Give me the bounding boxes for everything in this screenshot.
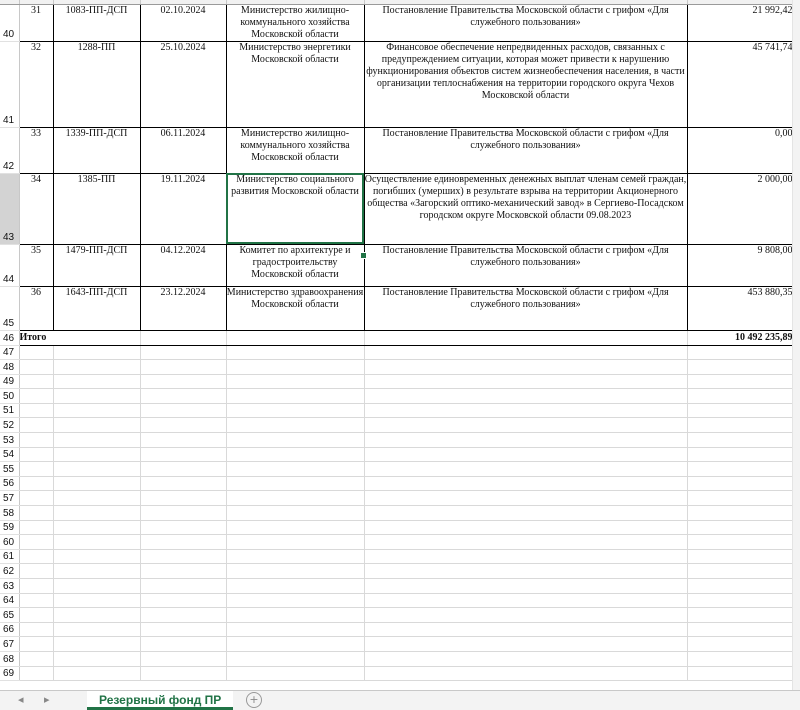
cell-organization[interactable]: Министерство жилищно-коммунального хозяйства Московской области <box>226 4 364 41</box>
grid-cell[interactable] <box>53 345 140 360</box>
row-header[interactable]: 49 <box>0 374 19 389</box>
cell-amount[interactable]: 0,00 <box>687 127 793 173</box>
total-amount[interactable]: 10 492 235,89 <box>687 330 793 345</box>
grid-cell[interactable] <box>687 535 793 550</box>
grid-cell[interactable] <box>53 564 140 579</box>
row-header[interactable]: 52 <box>0 418 19 433</box>
empty-row <box>0 389 793 404</box>
grid-cell[interactable] <box>53 535 140 550</box>
grid-cell[interactable] <box>364 549 687 564</box>
cell-date[interactable]: 25.10.2024 <box>140 41 226 127</box>
row-header[interactable]: 51 <box>0 403 19 418</box>
cell-document[interactable]: 1479-ПП-ДСП <box>53 244 140 286</box>
cell-description[interactable]: Осуществление единовременных денежных выплат членам семей граждан, погибших (умерших) в результате взрыва на территории Акционерного общества «Загорский оптико-механический завод» в Сергиево-Посадском городском округе Московской области 09.08.2023 <box>364 173 687 244</box>
cell-document[interactable]: 1385-ПП <box>53 173 140 244</box>
grid-cell[interactable] <box>140 593 226 608</box>
grid-cell[interactable] <box>53 403 140 418</box>
cell-date[interactable]: 19.11.2024 <box>140 173 226 244</box>
grid-cell[interactable] <box>53 447 140 462</box>
grid-cell[interactable] <box>364 506 687 521</box>
grid-cell[interactable] <box>140 535 226 550</box>
sheet-tab-bar <box>0 690 800 710</box>
cell-date[interactable]: 23.12.2024 <box>140 286 226 330</box>
grid-cell[interactable] <box>53 374 140 389</box>
cell-date[interactable]: 06.11.2024 <box>140 127 226 173</box>
grid-cell[interactable] <box>226 330 364 345</box>
grid-cell[interactable] <box>226 506 364 521</box>
grid-cell[interactable] <box>364 345 687 360</box>
grid-cell[interactable] <box>140 520 226 535</box>
grid-cell[interactable] <box>140 403 226 418</box>
total-label[interactable]: Итого <box>19 330 140 345</box>
row-header[interactable]: 61 <box>0 549 19 564</box>
grid-cell[interactable] <box>19 403 53 418</box>
grid-cell[interactable] <box>53 476 140 491</box>
row-header[interactable]: 60 <box>0 535 19 550</box>
table-row <box>0 41 793 127</box>
row-header[interactable]: 46 <box>0 330 19 345</box>
empty-row <box>0 666 793 681</box>
grid-cell[interactable] <box>19 447 53 462</box>
cell-amount[interactable]: 45 741,74 <box>687 41 793 127</box>
grid-cell[interactable] <box>687 433 793 448</box>
grid-cell[interactable] <box>140 579 226 594</box>
grid-cell[interactable] <box>53 622 140 637</box>
grid-cell[interactable] <box>140 433 226 448</box>
row-header[interactable]: 63 <box>0 579 19 594</box>
grid-cell[interactable] <box>19 535 53 550</box>
grid-cell[interactable] <box>687 622 793 637</box>
grid-cell[interactable] <box>364 535 687 550</box>
grid-cell[interactable] <box>687 345 793 360</box>
grid-cell[interactable] <box>226 535 364 550</box>
grid-cell[interactable] <box>140 491 226 506</box>
grid-cell[interactable] <box>364 666 687 681</box>
sheet-tab-active[interactable]: Резервный фонд ПР <box>87 691 233 710</box>
grid-cell[interactable] <box>19 374 53 389</box>
grid-cell[interactable] <box>140 360 226 375</box>
empty-row <box>0 491 793 506</box>
grid-cell[interactable] <box>226 593 364 608</box>
grid-cell[interactable] <box>140 637 226 652</box>
grid-cell[interactable] <box>364 491 687 506</box>
grid-cell[interactable] <box>687 549 793 564</box>
row-header[interactable]: 66 <box>0 622 19 637</box>
grid-cell[interactable] <box>140 374 226 389</box>
grid-cell[interactable] <box>53 637 140 652</box>
grid-cell[interactable] <box>364 579 687 594</box>
empty-row <box>0 637 793 652</box>
grid-cell[interactable] <box>364 593 687 608</box>
row-header[interactable]: 62 <box>0 564 19 579</box>
grid-cell[interactable] <box>687 360 793 375</box>
table-row <box>0 173 793 244</box>
row-header[interactable]: 55 <box>0 462 19 477</box>
grid-cell[interactable] <box>364 418 687 433</box>
grid-cell[interactable] <box>687 506 793 521</box>
grid-cell[interactable] <box>19 462 53 477</box>
cell-document[interactable]: 1339-ПП-ДСП <box>53 127 140 173</box>
grid-cell[interactable] <box>226 345 364 360</box>
cell-document[interactable]: 1288-ПП <box>53 41 140 127</box>
grid-cell[interactable] <box>687 447 793 462</box>
cell-number[interactable]: 31 <box>19 4 53 41</box>
grid-cell[interactable] <box>687 374 793 389</box>
grid-cell[interactable] <box>687 564 793 579</box>
active-cell[interactable]: Министерство социального развития Московской области <box>226 173 364 244</box>
grid-cell[interactable] <box>140 418 226 433</box>
empty-row <box>0 403 793 418</box>
row-header[interactable]: 50 <box>0 389 19 404</box>
add-sheet-icon[interactable]: + <box>246 692 262 708</box>
row-header[interactable]: 42 <box>0 127 19 173</box>
empty-row <box>0 506 793 521</box>
grid-cell[interactable] <box>687 666 793 681</box>
grid-cell[interactable] <box>364 651 687 666</box>
grid-cell[interactable] <box>140 666 226 681</box>
grid-cell[interactable] <box>687 403 793 418</box>
row-header[interactable]: 45 <box>0 286 19 330</box>
grid-cell[interactable] <box>687 579 793 594</box>
grid-cell[interactable] <box>19 608 53 623</box>
grid-cell[interactable] <box>140 549 226 564</box>
row-header[interactable]: 58 <box>0 506 19 521</box>
cell-description[interactable]: Финансовое обеспечение непредвиденных расходов, связанных с предупреждением ситуации, которая может привести к нарушению функционирования объектов систем жизнеобеспечения населения, в части организации теплоснабжения на территории городского округа Чехов Московской области <box>364 41 687 127</box>
grid-cell[interactable] <box>53 506 140 521</box>
grid-cell[interactable] <box>19 651 53 666</box>
grid-cell[interactable] <box>53 418 140 433</box>
grid-cell[interactable] <box>226 462 364 477</box>
cell-number[interactable]: 33 <box>19 127 53 173</box>
table-row <box>0 4 793 41</box>
grid-cell[interactable] <box>226 579 364 594</box>
row-header[interactable]: 59 <box>0 520 19 535</box>
grid-cell[interactable] <box>19 564 53 579</box>
grid-cell[interactable] <box>687 476 793 491</box>
grid-cell[interactable] <box>19 622 53 637</box>
cell-organization[interactable]: Министерство здравоохранения Московской области <box>226 286 364 330</box>
empty-row <box>0 476 793 491</box>
grid-cell[interactable] <box>687 651 793 666</box>
cell-description[interactable]: Постановление Правительства Московской области с грифом «Для служебного пользования» <box>364 286 687 330</box>
row-header[interactable]: 44 <box>0 244 19 286</box>
cell-amount[interactable]: 21 992,42 <box>687 4 793 41</box>
vertical-scrollbar[interactable] <box>792 0 800 690</box>
grid-cell[interactable] <box>19 433 53 448</box>
empty-row <box>0 520 793 535</box>
grid-cell[interactable] <box>53 608 140 623</box>
grid-cell[interactable] <box>140 462 226 477</box>
fill-handle[interactable] <box>360 252 367 259</box>
empty-row <box>0 447 793 462</box>
grid-cell[interactable] <box>19 549 53 564</box>
cell-date[interactable]: 04.12.2024 <box>140 244 226 286</box>
grid-cell[interactable] <box>226 374 364 389</box>
empty-row <box>0 608 793 623</box>
row-header[interactable]: 56 <box>0 476 19 491</box>
grid-cell[interactable] <box>364 330 687 345</box>
cell-amount[interactable]: 453 880,35 <box>687 286 793 330</box>
row-header[interactable]: 65 <box>0 608 19 623</box>
row-header[interactable]: 43 <box>0 173 19 244</box>
grid-cell[interactable] <box>364 447 687 462</box>
grid-cell[interactable] <box>19 666 53 681</box>
row-header[interactable]: 64 <box>0 593 19 608</box>
grid-cell[interactable] <box>19 579 53 594</box>
grid-cell[interactable] <box>364 403 687 418</box>
total-row <box>0 330 793 345</box>
grid-cell[interactable] <box>19 506 53 521</box>
grid-cell[interactable] <box>19 520 53 535</box>
grid-cell[interactable] <box>364 476 687 491</box>
cell-organization[interactable]: Министерство жилищно-коммунального хозяйства Московской области <box>226 127 364 173</box>
grid-cell[interactable] <box>687 608 793 623</box>
empty-row <box>0 418 793 433</box>
row-header[interactable]: 54 <box>0 447 19 462</box>
cell-number[interactable]: 36 <box>19 286 53 330</box>
table-row <box>0 244 793 286</box>
empty-row <box>0 622 793 637</box>
cell-description[interactable]: Постановление Правительства Московской области с грифом «Для служебного пользования» <box>364 127 687 173</box>
empty-row <box>0 360 793 375</box>
grid-cell[interactable] <box>19 360 53 375</box>
cell-number[interactable]: 34 <box>19 173 53 244</box>
grid-cell[interactable] <box>53 389 140 404</box>
grid-cell[interactable] <box>687 462 793 477</box>
row-header[interactable]: 68 <box>0 651 19 666</box>
grid-cell[interactable] <box>53 520 140 535</box>
cell-date[interactable]: 02.10.2024 <box>140 4 226 41</box>
grid-cell[interactable] <box>53 491 140 506</box>
grid-cell[interactable] <box>53 549 140 564</box>
grid-cell[interactable] <box>140 506 226 521</box>
empty-row <box>0 535 793 550</box>
row-header[interactable]: 41 <box>0 41 19 127</box>
grid-cell[interactable] <box>687 637 793 652</box>
grid-cell[interactable] <box>364 622 687 637</box>
empty-row <box>0 462 793 477</box>
grid-cell[interactable] <box>364 520 687 535</box>
grid-cell[interactable] <box>19 491 53 506</box>
grid-cell[interactable] <box>226 549 364 564</box>
grid-cell[interactable] <box>19 389 53 404</box>
grid-cell[interactable] <box>364 433 687 448</box>
grid-cell[interactable] <box>53 462 140 477</box>
grid-cell[interactable] <box>226 447 364 462</box>
row-header[interactable]: 67 <box>0 637 19 652</box>
grid-cell[interactable] <box>364 637 687 652</box>
grid-cell[interactable] <box>226 564 364 579</box>
grid-cell[interactable] <box>19 637 53 652</box>
grid-cell[interactable] <box>226 433 364 448</box>
grid-cell[interactable] <box>364 360 687 375</box>
grid-cell[interactable] <box>687 491 793 506</box>
grid-cell[interactable] <box>140 622 226 637</box>
grid-cell[interactable] <box>687 593 793 608</box>
grid-cell[interactable] <box>226 666 364 681</box>
cell-document[interactable]: 1643-ПП-ДСП <box>53 286 140 330</box>
empty-row <box>0 579 793 594</box>
table-row <box>0 286 793 330</box>
grid-cell[interactable] <box>364 374 687 389</box>
grid-cell[interactable] <box>140 389 226 404</box>
grid-cell[interactable] <box>19 418 53 433</box>
grid-cell[interactable] <box>364 564 687 579</box>
row-header[interactable]: 57 <box>0 491 19 506</box>
row-header[interactable]: 53 <box>0 433 19 448</box>
grid-cell[interactable] <box>140 330 226 345</box>
cell-amount[interactable]: 9 808,00 <box>687 244 793 286</box>
grid-cell[interactable] <box>19 476 53 491</box>
empty-row <box>0 564 793 579</box>
grid-cell[interactable] <box>687 389 793 404</box>
grid-cell[interactable] <box>364 462 687 477</box>
grid-cell[interactable] <box>226 651 364 666</box>
grid-cell[interactable] <box>140 564 226 579</box>
row-header[interactable]: 48 <box>0 360 19 375</box>
cell-amount[interactable]: 2 000,00 <box>687 173 793 244</box>
grid-cell[interactable] <box>19 345 53 360</box>
grid-cell[interactable] <box>226 520 364 535</box>
grid-cell[interactable] <box>140 476 226 491</box>
grid-cell[interactable] <box>53 579 140 594</box>
cell-number[interactable]: 32 <box>19 41 53 127</box>
grid-cell[interactable] <box>53 651 140 666</box>
empty-row <box>0 345 793 360</box>
grid-cell[interactable] <box>140 608 226 623</box>
grid-cell[interactable] <box>226 418 364 433</box>
grid-cell[interactable] <box>53 360 140 375</box>
grid-cell[interactable] <box>19 593 53 608</box>
grid-cell[interactable] <box>226 491 364 506</box>
grid-cell[interactable] <box>53 593 140 608</box>
cell-document[interactable]: 1083-ПП-ДСП <box>53 4 140 41</box>
grid-cell[interactable] <box>226 622 364 637</box>
grid-cell[interactable] <box>53 433 140 448</box>
row-header[interactable]: 69 <box>0 666 19 681</box>
cell-number[interactable]: 35 <box>19 244 53 286</box>
grid-cell[interactable] <box>226 476 364 491</box>
empty-row <box>0 374 793 389</box>
row-header[interactable]: 40 <box>0 4 19 41</box>
grid-cell[interactable] <box>226 360 364 375</box>
cell-organization[interactable]: Комитет по архитектуре и градостроительству Московской области <box>226 244 364 286</box>
grid-cell[interactable] <box>53 666 140 681</box>
grid-cell[interactable] <box>364 608 687 623</box>
grid-cell[interactable] <box>687 418 793 433</box>
grid-cell[interactable] <box>687 520 793 535</box>
table-row <box>0 127 793 173</box>
cell-description[interactable]: Постановление Правительства Московской области с грифом «Для служебного пользования» <box>364 4 687 41</box>
grid-cell[interactable] <box>226 403 364 418</box>
cell-organization[interactable]: Министерство энергетики Московской области <box>226 41 364 127</box>
next-sheet-icon[interactable]: ▸ <box>44 693 50 706</box>
empty-row <box>0 651 793 666</box>
grid-cell[interactable] <box>364 389 687 404</box>
grid-cell[interactable] <box>226 389 364 404</box>
cell-description[interactable]: Постановление Правительства Московской области с грифом «Для служебного пользования» <box>364 244 687 286</box>
grid-cell[interactable] <box>226 637 364 652</box>
grid-cell[interactable] <box>140 345 226 360</box>
empty-row <box>0 593 793 608</box>
empty-row <box>0 433 793 448</box>
empty-row <box>0 549 793 564</box>
grid-cell[interactable] <box>140 447 226 462</box>
prev-sheet-icon[interactable]: ◂ <box>18 693 24 706</box>
grid-cell[interactable] <box>226 608 364 623</box>
grid-cell[interactable] <box>140 651 226 666</box>
row-header[interactable]: 47 <box>0 345 19 360</box>
